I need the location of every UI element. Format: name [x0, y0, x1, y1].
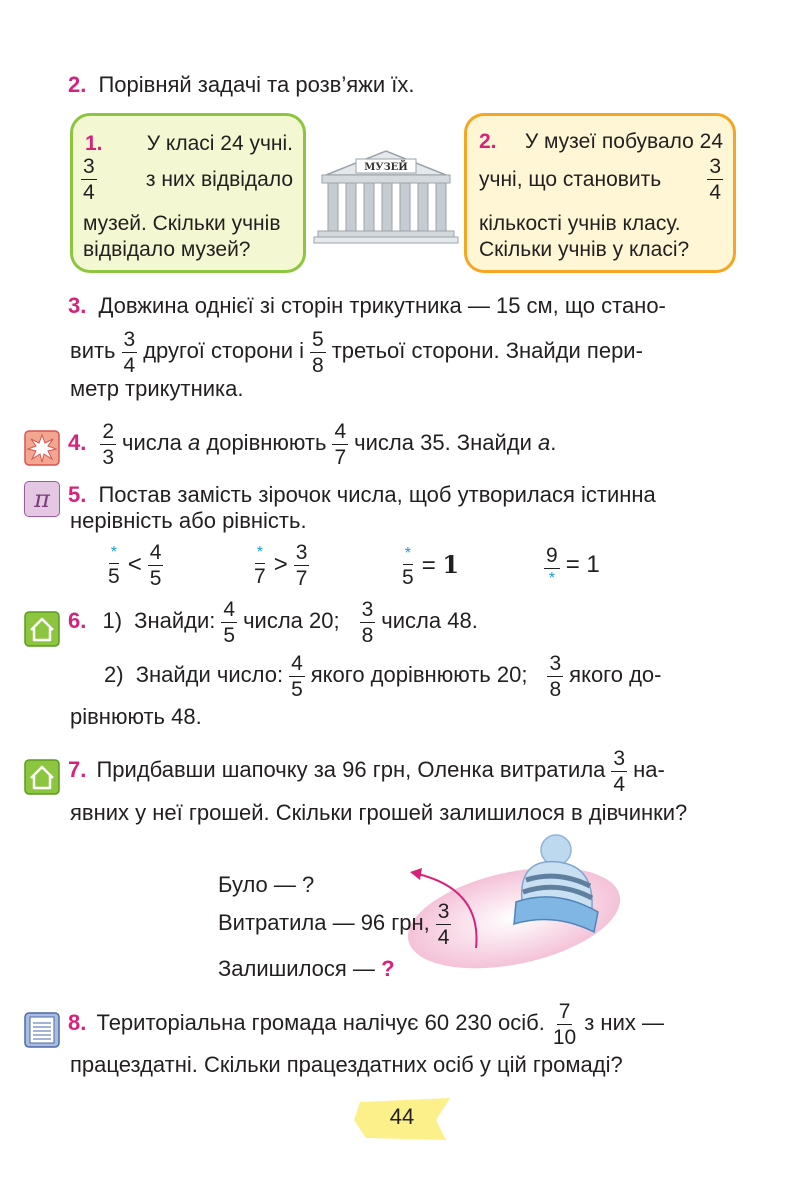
task2-text: Порівняй задачі та розв’яжи їх.	[98, 72, 415, 97]
task4-line: 4. $\frac{2}{3}$ числа a дорівнюють $\frac{4}{7}$ числа 35. Знайди a.	[68, 419, 557, 469]
left-box-line2: з них відвідало	[145, 167, 293, 191]
task2-right-box	[464, 113, 736, 273]
task3-fraction-1: $\frac{3}{4}$	[123, 327, 136, 377]
task8-line2: працездатні. Скільки працездатних осіб у цій громаді?	[70, 1052, 623, 1077]
task3-fraction-2: $\frac{5}{8}$	[312, 327, 324, 377]
task8-number: 8.	[68, 1010, 87, 1035]
task7-fraction: $\frac{3}{4}$	[613, 746, 626, 796]
task2-heading	[68, 72, 415, 98]
task3-line3: метр трикутника.	[70, 376, 244, 401]
scheme-fraction: $\frac{3}{4}$	[437, 899, 450, 949]
task6-fraction-4: $\frac{3}{8}$	[549, 651, 562, 701]
task3-line2: вить $\frac{3}{4}$ другої сторони і $\frac{5}{8}$ третьої сторони. Знайди пери-	[70, 327, 643, 377]
scheme-row-1: Було — ?	[218, 872, 315, 897]
left-box-line3: музей. Скільки учнів	[83, 212, 281, 235]
task7-number: 7.	[68, 757, 87, 782]
notebook-marker-icon	[24, 1012, 60, 1048]
museum-sign: МУЗЕЙ	[364, 162, 408, 173]
task6-fraction-3: $\frac{4}{5}$	[291, 651, 303, 701]
left-box-number: 1.	[85, 132, 103, 155]
star-marker-icon	[24, 430, 60, 466]
left-box-line4: відвідало музей?	[83, 238, 251, 261]
task6-part2-line2: рівнюють 48.	[70, 704, 202, 729]
home-marker-icon	[24, 611, 60, 647]
task4-fraction-1: $\frac{2}{3}$	[102, 419, 115, 469]
task6-fraction-2: $\frac{3}{8}$	[361, 597, 374, 647]
right-box-fraction: $\frac{3}{4}$	[709, 155, 721, 204]
task5-line2: нерівність або рівність.	[70, 508, 307, 533]
task5-expr-1: $\frac{*}{5}$ < $\frac{4}{5}$	[108, 541, 162, 591]
task6-part2: 2) Знайди число: $\frac{4}{5}$ якого дорівнюють 20; $\frac{3}{8}$ якого до-	[104, 651, 662, 701]
task3-line1: 3. Довжина однієї зі сторін трикутника — 15 см, що стано-	[68, 293, 666, 318]
pi-marker-icon: π	[24, 481, 60, 517]
scheme-question-mark: ?	[381, 956, 395, 981]
right-box-number: 2.	[479, 130, 497, 153]
task5-number: 5.	[68, 482, 87, 507]
right-box-line1: У музеї побувало 24	[524, 130, 723, 153]
task4-number: 4.	[68, 430, 87, 455]
right-box-line3: кількості учнів класу.	[479, 212, 681, 235]
task5-expr-3: $\frac{*}{5}$ = 1	[402, 544, 460, 589]
right-box-line4: Скільки учнів у класі?	[479, 238, 690, 261]
task6-fraction-1: $\frac{4}{5}$	[223, 597, 236, 647]
task5-expr-2: $\frac{*}{7}$ > $\frac{3}{7}$	[254, 541, 308, 591]
task6-number: 6.	[68, 608, 87, 633]
task5-line1: 5. Постав замість зірочок числа, щоб утворилася істинна	[68, 482, 656, 507]
home-marker-icon-2	[24, 759, 60, 795]
scheme-row-3: Залишилося — ?	[218, 956, 395, 981]
task5-expr-4: $\frac{9}{*}$ = 1	[546, 543, 600, 587]
knitted-hat-picture	[508, 830, 608, 940]
scheme-row-2: Витратила — 96 грн, $\frac{3}{4}$	[218, 899, 450, 949]
right-box-line2: учні, що становить	[479, 167, 662, 191]
left-box-line1: У класі 24 учні.	[146, 132, 293, 155]
task2-number: 2.	[68, 72, 87, 97]
task8-fraction: $\frac{7}{10}$	[552, 999, 577, 1049]
task4-fraction-2: $\frac{4}{7}$	[334, 419, 347, 469]
museum-picture	[312, 145, 460, 245]
task7-line2: явних у неї грошей. Скільки грошей залишилося в дівчинки?	[70, 800, 688, 825]
task8-line1: 8. Територіальна громада налічує 60 230 осіб. $\frac{7}{10}$ з них —	[68, 999, 664, 1049]
page-number: 44	[389, 1104, 415, 1129]
task6-part1: 6. 1) Знайди: $\frac{4}{5}$ числа 20; $\frac{3}{8}$ числа 48.	[68, 597, 478, 647]
task3-number: 3.	[68, 293, 87, 318]
left-box-fraction: $\frac{3}{4}$	[83, 155, 95, 204]
task2-left-box	[70, 113, 306, 273]
task7-line1: 7. Придбавши шапочку за 96 грн, Оленка витратила $\frac{3}{4}$ на-	[68, 746, 665, 796]
